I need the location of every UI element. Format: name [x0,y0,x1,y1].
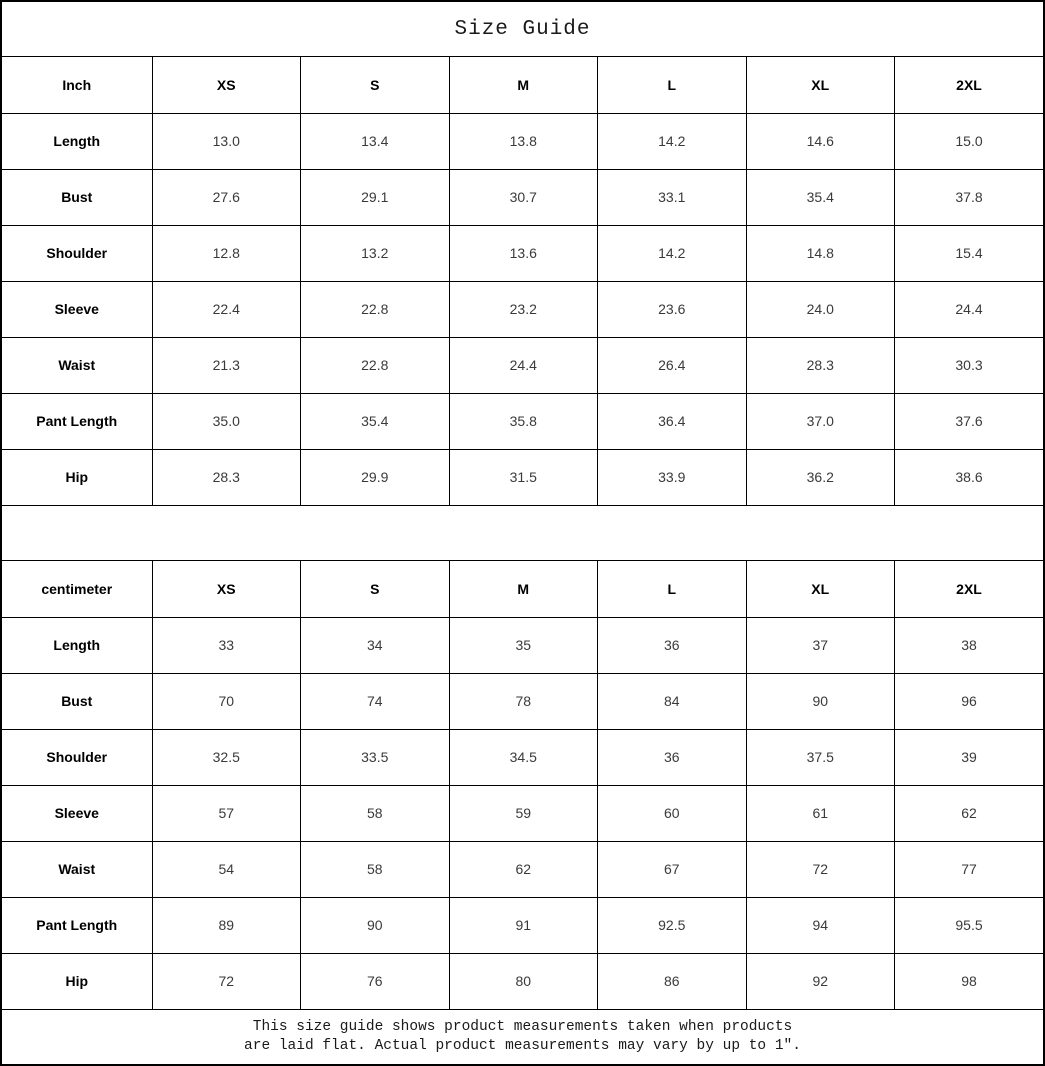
measurement-value: 24.4 [449,337,598,393]
measurement-label: Pant Length [2,393,152,449]
measurement-value: 21.3 [152,337,301,393]
measurement-value: 14.2 [598,225,747,281]
measurement-label: Shoulder [2,729,152,785]
table-row [2,113,1043,169]
measurement-value: 90 [746,673,895,729]
measurement-value: 84 [598,673,747,729]
measurement-value: 72 [152,953,301,1009]
page-title: Size Guide [2,2,1043,57]
measurement-value: 22.8 [301,281,450,337]
measurement-value: 92 [746,953,895,1009]
measurement-value: 37.0 [746,393,895,449]
measurement-value: 27.6 [152,169,301,225]
measurement-value: 89 [152,897,301,953]
table-row [2,225,1043,281]
measurement-value: 72 [746,841,895,897]
measurement-value: 78 [449,673,598,729]
table-row [2,897,1043,953]
measurement-value: 24.4 [895,281,1044,337]
size-header-row [2,561,1043,617]
size-column-header: M [449,561,598,617]
measurement-value: 29.9 [301,449,450,505]
table-row [2,337,1043,393]
measurement-value: 37 [746,617,895,673]
measurement-value: 39 [895,729,1044,785]
measurement-value: 22.4 [152,281,301,337]
measurement-value: 29.1 [301,169,450,225]
measurement-value: 23.2 [449,281,598,337]
size-column-header: XL [746,561,895,617]
footer-note-line1: This size guide shows product measurements taken when products [252,1019,793,1035]
measurement-value: 38 [895,617,1044,673]
measurement-value: 35.4 [746,169,895,225]
table-row [2,841,1043,897]
table-row [2,393,1043,449]
table-spacer [2,505,1043,561]
measurement-label: Length [2,617,152,673]
measurement-value: 62 [449,841,598,897]
measurement-value: 70 [152,673,301,729]
footer-note [2,1009,1043,1064]
measurement-value: 94 [746,897,895,953]
table-row [2,281,1043,337]
table-row [2,449,1043,505]
measurement-value: 38.6 [895,449,1044,505]
measurement-label: Bust [2,169,152,225]
measurement-value: 98 [895,953,1044,1009]
size-column-header: XL [746,57,895,113]
measurement-value: 22.8 [301,337,450,393]
measurement-value: 80 [449,953,598,1009]
measurement-value: 15.4 [895,225,1044,281]
measurement-value: 14.2 [598,113,747,169]
size-table-centimeter [2,561,1043,1009]
measurement-value: 35.4 [301,393,450,449]
measurement-value: 58 [301,785,450,841]
measurement-value: 14.6 [746,113,895,169]
measurement-value: 86 [598,953,747,1009]
measurement-value: 34.5 [449,729,598,785]
table-row [2,785,1043,841]
measurement-label: Waist [2,337,152,393]
measurement-value: 90 [301,897,450,953]
unit-header: centimeter [2,561,152,617]
measurement-value: 61 [746,785,895,841]
measurement-value: 30.3 [895,337,1044,393]
measurement-value: 36 [598,617,747,673]
size-column-header: 2XL [895,57,1044,113]
measurement-value: 28.3 [746,337,895,393]
table-row [2,169,1043,225]
measurement-value: 26.4 [598,337,747,393]
measurement-value: 35.0 [152,393,301,449]
measurement-value: 60 [598,785,747,841]
size-column-header: L [598,561,747,617]
measurement-label: Waist [2,841,152,897]
table-row [2,953,1043,1009]
measurement-value: 34 [301,617,450,673]
table-row [2,673,1043,729]
measurement-label: Hip [2,449,152,505]
measurement-value: 32.5 [152,729,301,785]
measurement-value: 57 [152,785,301,841]
size-column-header: S [301,561,450,617]
measurement-label: Sleeve [2,785,152,841]
measurement-value: 95.5 [895,897,1044,953]
measurement-value: 12.8 [152,225,301,281]
table-row [2,729,1043,785]
measurement-value: 59 [449,785,598,841]
size-table-inch [2,57,1043,505]
measurement-value: 37.5 [746,729,895,785]
measurement-value: 14.8 [746,225,895,281]
measurement-value: 13.2 [301,225,450,281]
footer-note-line2: are laid flat. Actual product measurements may vary by up to 1″. [244,1038,801,1054]
measurement-value: 36.4 [598,393,747,449]
size-column-header: 2XL [895,561,1044,617]
measurement-value: 13.6 [449,225,598,281]
size-column-header: S [301,57,450,113]
measurement-value: 35 [449,617,598,673]
measurement-label: Sleeve [2,281,152,337]
unit-header: Inch [2,57,152,113]
measurement-label: Hip [2,953,152,1009]
measurement-value: 35.8 [449,393,598,449]
table-row [2,617,1043,673]
size-tables-container [2,57,1043,1009]
measurement-value: 76 [301,953,450,1009]
measurement-value: 96 [895,673,1044,729]
measurement-value: 37.6 [895,393,1044,449]
measurement-value: 28.3 [152,449,301,505]
measurement-value: 67 [598,841,747,897]
measurement-value: 30.7 [449,169,598,225]
measurement-value: 13.0 [152,113,301,169]
measurement-value: 74 [301,673,450,729]
measurement-value: 58 [301,841,450,897]
measurement-value: 54 [152,841,301,897]
measurement-value: 13.4 [301,113,450,169]
measurement-value: 37.8 [895,169,1044,225]
measurement-value: 36.2 [746,449,895,505]
size-column-header: M [449,57,598,113]
size-column-header: XS [152,57,301,113]
measurement-label: Bust [2,673,152,729]
size-column-header: L [598,57,747,113]
measurement-value: 15.0 [895,113,1044,169]
size-column-header: XS [152,561,301,617]
measurement-value: 33.1 [598,169,747,225]
measurement-value: 13.8 [449,113,598,169]
measurement-value: 92.5 [598,897,747,953]
size-header-row [2,57,1043,113]
measurement-value: 24.0 [746,281,895,337]
measurement-value: 77 [895,841,1044,897]
measurement-value: 23.6 [598,281,747,337]
measurement-label: Pant Length [2,897,152,953]
measurement-value: 91 [449,897,598,953]
measurement-value: 62 [895,785,1044,841]
measurement-value: 33 [152,617,301,673]
measurement-value: 31.5 [449,449,598,505]
measurement-value: 33.9 [598,449,747,505]
measurement-value: 33.5 [301,729,450,785]
measurement-label: Shoulder [2,225,152,281]
measurement-label: Length [2,113,152,169]
measurement-value: 36 [598,729,747,785]
